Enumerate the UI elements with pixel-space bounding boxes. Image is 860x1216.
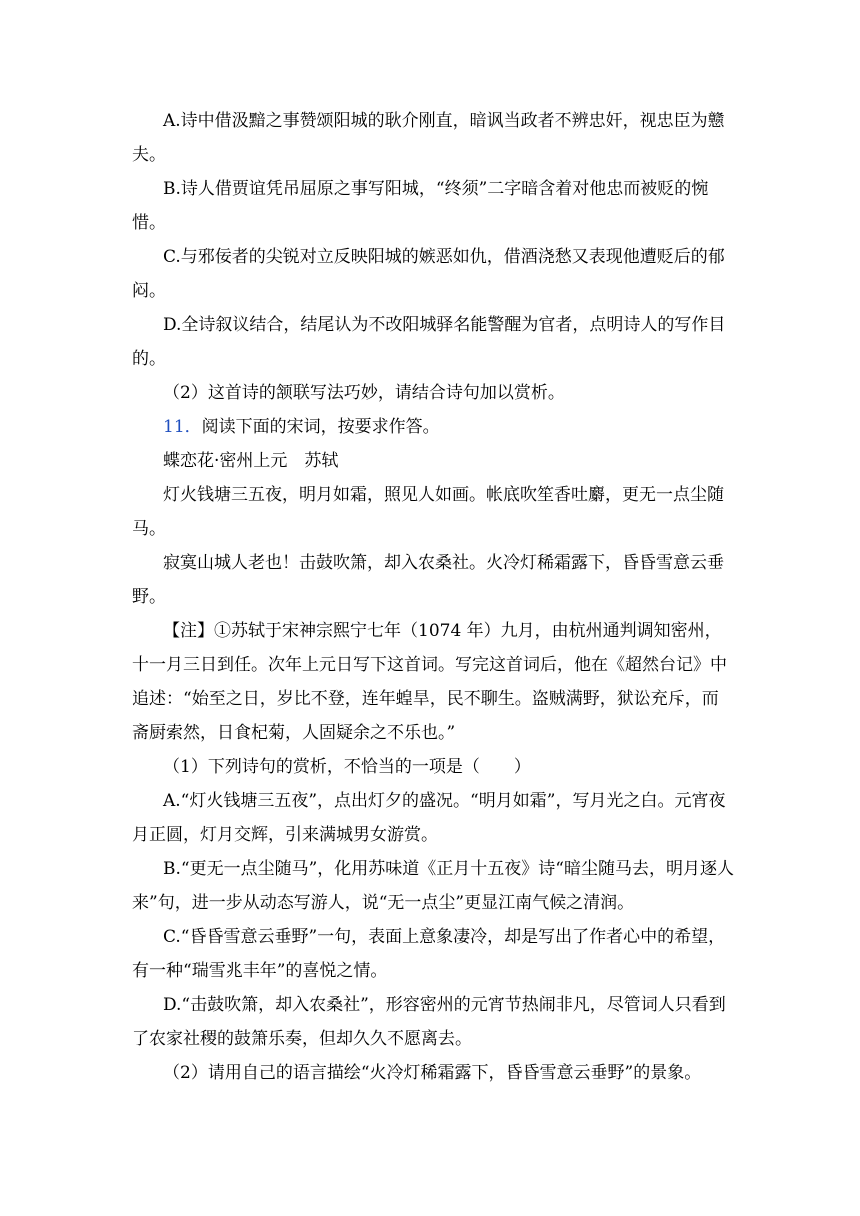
option-b-line-2: 惜。 <box>132 213 166 233</box>
poem-stanza-1-line-1: 灯火钱塘三五夜，明月如霜，照见人如画。帐底吹笙香吐麝，更无一点尘随 <box>163 485 724 505</box>
poem-stanza-2-line-2: 野。 <box>132 587 166 607</box>
note-line-2: 十一月三日到任。次年上元日写下这首词。写完这首词后，他在《超然台记》中 <box>132 655 727 675</box>
q11-option-d-line-2: 了农家社稷的鼓箫乐奏，但却久久不愿离去。 <box>132 1029 472 1049</box>
option-a-line-1: A.诗中借汲黯之事赞颂阳城的耿介刚直，暗讽当政者不辨忠奸，视忠臣为戆 <box>163 111 725 131</box>
question-11-part-1: （1）下列诗句的赏析，不恰当的一项是（ ） <box>163 757 531 777</box>
question-11-part-2: （2）请用自己的语言描绘“火冷灯稀霜露下，昏昏雪意云垂野”的景象。 <box>163 1063 702 1083</box>
note-line-3: 追述：“始至之日，岁比不登，连年蝗旱，民不聊生。盗贼满野，狱讼充斥，而 <box>132 689 719 709</box>
q11-option-a-line-1: A.“灯火钱塘三五夜”，点出灯夕的盛况。“明月如霜”，写月光之白。元宵夜 <box>163 791 726 811</box>
option-c-line-1: C.与邪佞者的尖锐对立反映阳城的嫉恶如仇，借酒浇愁又表现他遭贬后的郁 <box>163 247 725 267</box>
poem-stanza-2-line-1: 寂寞山城人老也！击鼓吹箫，却入农桑社。火冷灯稀霜露下，昏昏雪意云垂 <box>163 553 724 573</box>
q11-option-c-line-2: 有一种“瑞雪兆丰年”的喜悦之情。 <box>132 961 388 981</box>
option-b-line-1: B.诗人借贾谊凭吊屈原之事写阳城，“终须”二字暗含着对他忠而被贬的惋 <box>163 179 709 199</box>
poem-title: 蝶恋花·密州上元 苏轼 <box>163 451 339 471</box>
q11-option-d-line-1: D.“击鼓吹箫，却入农桑社”，形容密州的元宵节热闹非凡，尽管词人只看到 <box>163 995 726 1015</box>
note-line-1: 【注】①苏轼于宋神宗熙宁七年（1074 年）九月，由杭州通判调知密州， <box>163 621 722 641</box>
option-a-line-2: 夫。 <box>132 145 166 165</box>
option-d-line-1: D.全诗叙议结合，结尾认为不改阳城驿名能警醒为官者，点明诗人的写作目 <box>163 315 726 335</box>
option-c-line-2: 闷。 <box>132 281 166 301</box>
question-11-number: 11． <box>163 417 202 437</box>
question-10-part-2: （2）这首诗的颔联写法巧妙，请结合诗句加以赏析。 <box>163 383 565 403</box>
note-line-4: 斋厨索然，日食杞菊，人固疑余之不乐也。” <box>132 723 456 743</box>
option-d-line-2: 的。 <box>132 349 166 369</box>
q11-option-b-line-1: B.“更无一点尘随马”，化用苏味道《正月十五夜》诗“暗尘随马去，明月逐人 <box>163 859 734 879</box>
q11-option-c-line-1: C.“昏昏雪意云垂野”一句，表面上意象凄冷，却是写出了作者心中的希望， <box>163 927 726 947</box>
question-11-prompt: 阅读下面的宋词，按要求作答。 <box>201 417 440 437</box>
q11-option-a-line-2: 月正圆，灯月交辉，引来满城男女游赏。 <box>132 825 438 845</box>
poem-stanza-1-line-2: 马。 <box>132 519 166 539</box>
question-11-heading <box>163 415 860 439</box>
q11-option-b-line-2: 来”句，进一步从动态写游人，说“无一点尘”更显江南气候之清润。 <box>132 893 635 913</box>
